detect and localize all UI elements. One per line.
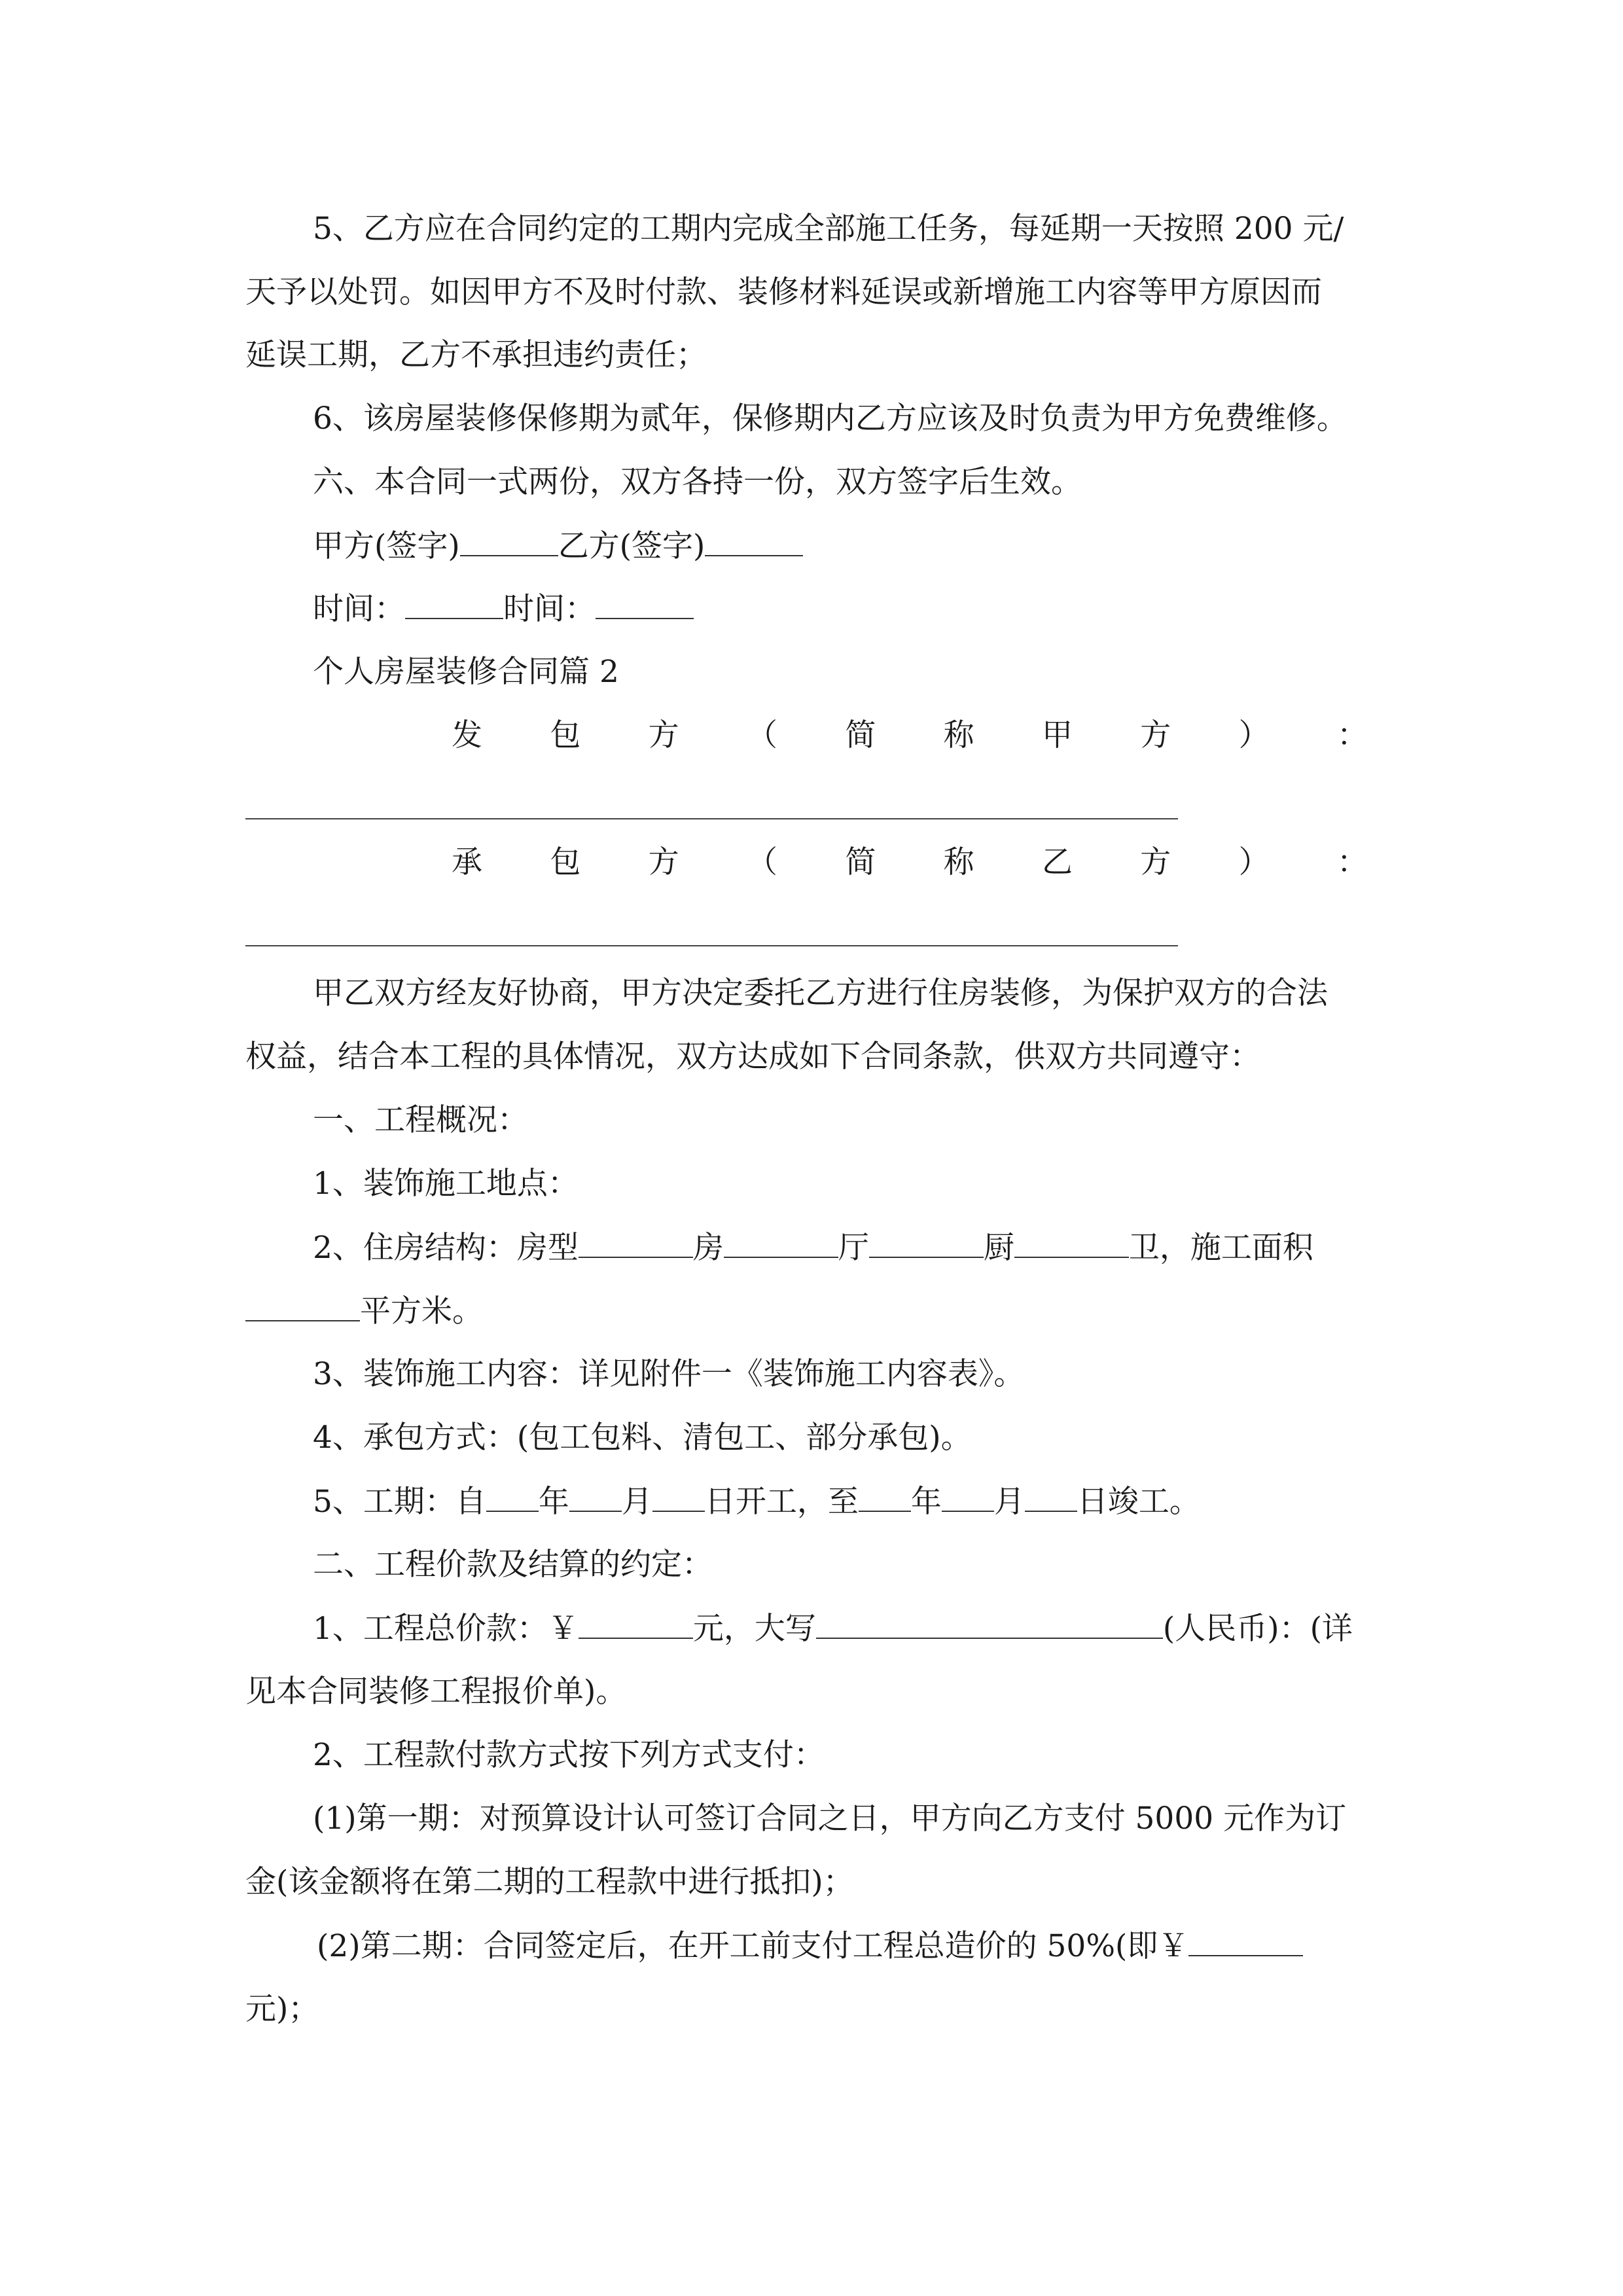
party-b-char: 包 [550, 844, 581, 880]
date-b-label: 时间： [503, 591, 596, 627]
party-b-char: （ [746, 844, 777, 880]
item-1-3: 3、装饰施工内容：详见附件一《装饰施工内容表》。 [313, 1356, 1025, 1392]
date-line [313, 589, 694, 629]
item-2-2: 2、工程款付款方式按下列方式支付： [313, 1737, 825, 1773]
party-a-char: ） [1238, 717, 1270, 753]
room-type-blank[interactable] [579, 1228, 693, 1258]
end-month-label: 月 [993, 1484, 1025, 1520]
payment-phase-1-line-1: (1)第一期：对预算设计认可签订合同之日，甲方向乙方支付 5000 元作为订 [313, 1801, 1347, 1837]
end-year-blank[interactable] [859, 1482, 911, 1512]
clause-5-line-3: 延误工期，乙方不承担违约责任； [245, 337, 707, 373]
amount-words-blank[interactable] [816, 1609, 1163, 1639]
start-year-blank[interactable] [486, 1482, 539, 1512]
clause-5-line-2: 天予以处罚。如因甲方不及时付款、装修材料延误或新增施工内容等甲方原因而 [245, 274, 1322, 310]
bath-area-label: 卫，施工面积 [1128, 1230, 1313, 1266]
hall-label: 厅 [838, 1230, 869, 1266]
party-a-char: 方 [1140, 717, 1171, 753]
total-price-blank[interactable] [579, 1609, 693, 1639]
party-b-char: 方 [1140, 844, 1171, 880]
room-label: 房 [692, 1230, 724, 1266]
hall-blank[interactable] [724, 1228, 838, 1258]
start-year-label: 年 [538, 1484, 569, 1520]
party-b-char: 乙 [1041, 844, 1073, 880]
party-a-char: 包 [550, 717, 581, 753]
party-a-char: 称 [943, 717, 974, 753]
date-a-blank[interactable] [405, 589, 503, 619]
area-unit-label: 平方米。 [360, 1293, 483, 1329]
start-month-label: 月 [621, 1484, 652, 1520]
payment-phase-2-line-2: 元)； [245, 1991, 319, 2027]
amount-words-label: 元，大写 [692, 1611, 816, 1647]
payment-phase-2-line-1 [317, 1926, 1303, 1966]
end-day-label: 日竣工。 [1077, 1484, 1200, 1520]
item-1-4: 4、承包方式：(包工包料、清包工、部分承包)。 [313, 1420, 972, 1456]
item-2-1-line-2: 见本合同装修工程报价单)。 [245, 1674, 627, 1710]
party-a-char: 方 [648, 717, 679, 753]
party-a-char: （ [746, 717, 777, 753]
party-a-char: 简 [845, 717, 876, 753]
end-year-label: 年 [910, 1484, 942, 1520]
clause-6: 6、该房屋装修保修期为贰年，保修期内乙方应该及时负责为甲方免费维修。 [313, 401, 1347, 437]
party-b-char: 承 [452, 844, 482, 880]
party-b-char: 方 [648, 844, 679, 880]
end-month-blank[interactable] [942, 1482, 994, 1512]
start-day-label: 日开工，至 [704, 1484, 859, 1520]
party-b-row [452, 843, 1368, 882]
start-month-blank[interactable] [569, 1482, 622, 1512]
payment-phase-2-label: (2)第二期：合同签定后，在开工前支付工程总造价的 50%(即￥ [317, 1928, 1189, 1964]
item-1-2-line-1 [313, 1228, 1313, 1268]
clause-5-line-1: 5、乙方应在合同约定的工期内完成全部施工任务，每延期一天按照 200 元/ [313, 211, 1344, 247]
date-a-label: 时间： [313, 591, 405, 627]
bath-blank[interactable] [1014, 1228, 1129, 1258]
signature-party-b-blank[interactable] [705, 526, 803, 556]
item-1-5 [313, 1482, 1200, 1522]
contract-heading: 个人房屋装修合同篇 2 [313, 654, 619, 690]
party-b-char: 简 [845, 844, 876, 880]
total-price-label: 1、工程总价款：￥ [313, 1611, 579, 1647]
signature-party-a-blank[interactable] [460, 526, 558, 556]
item-2-1-line-1 [313, 1609, 1353, 1649]
item-1-2-line-2 [245, 1291, 483, 1331]
period-label: 5、工期：自 [313, 1484, 486, 1520]
kitchen-blank[interactable] [869, 1228, 984, 1258]
start-day-blank[interactable] [652, 1482, 705, 1512]
section-6-text: 六、本合同一式两份，双方各持一份，双方签字后生效。 [313, 464, 1082, 500]
intro-line-2: 权益，结合本工程的具体情况，双方达成如下合同条款，供双方共同遵守： [245, 1039, 1260, 1075]
party-a-char: ： [1336, 717, 1368, 753]
signature-line [313, 526, 803, 566]
signature-party-a-label: 甲方(签字) [313, 528, 460, 564]
date-b-blank[interactable] [596, 589, 694, 619]
section-2-title: 二、工程价款及结算的约定： [313, 1547, 713, 1583]
section-1-title: 一、工程概况： [313, 1102, 528, 1138]
party-a-char: 发 [452, 717, 482, 753]
party-a-row [452, 716, 1368, 755]
party-b-char: ） [1238, 844, 1270, 880]
currency-label: (人民币)：(详 [1162, 1611, 1353, 1647]
area-blank[interactable] [245, 1291, 360, 1321]
party-b-blank-rule[interactable] [245, 945, 1178, 946]
payment-phase-1-line-2: 金(该金额将在第二期的工程款中进行抵扣)； [245, 1864, 854, 1900]
intro-line-1: 甲乙双方经友好协商，甲方决定委托乙方进行住房装修，为保护双方的合法 [313, 975, 1328, 1011]
item-1-1: 1、装饰施工地点： [313, 1166, 579, 1202]
party-b-char: ： [1336, 844, 1368, 880]
party-a-char: 甲 [1041, 717, 1073, 753]
end-day-blank[interactable] [1025, 1482, 1077, 1512]
item-1-2-label: 2、住房结构：房型 [313, 1230, 579, 1266]
party-a-blank-rule[interactable] [245, 818, 1178, 819]
kitchen-label: 厨 [983, 1230, 1014, 1266]
phase-2-amount-blank[interactable] [1188, 1926, 1303, 1956]
party-b-char: 称 [943, 844, 974, 880]
signature-party-b-label: 乙方(签字) [558, 528, 705, 564]
